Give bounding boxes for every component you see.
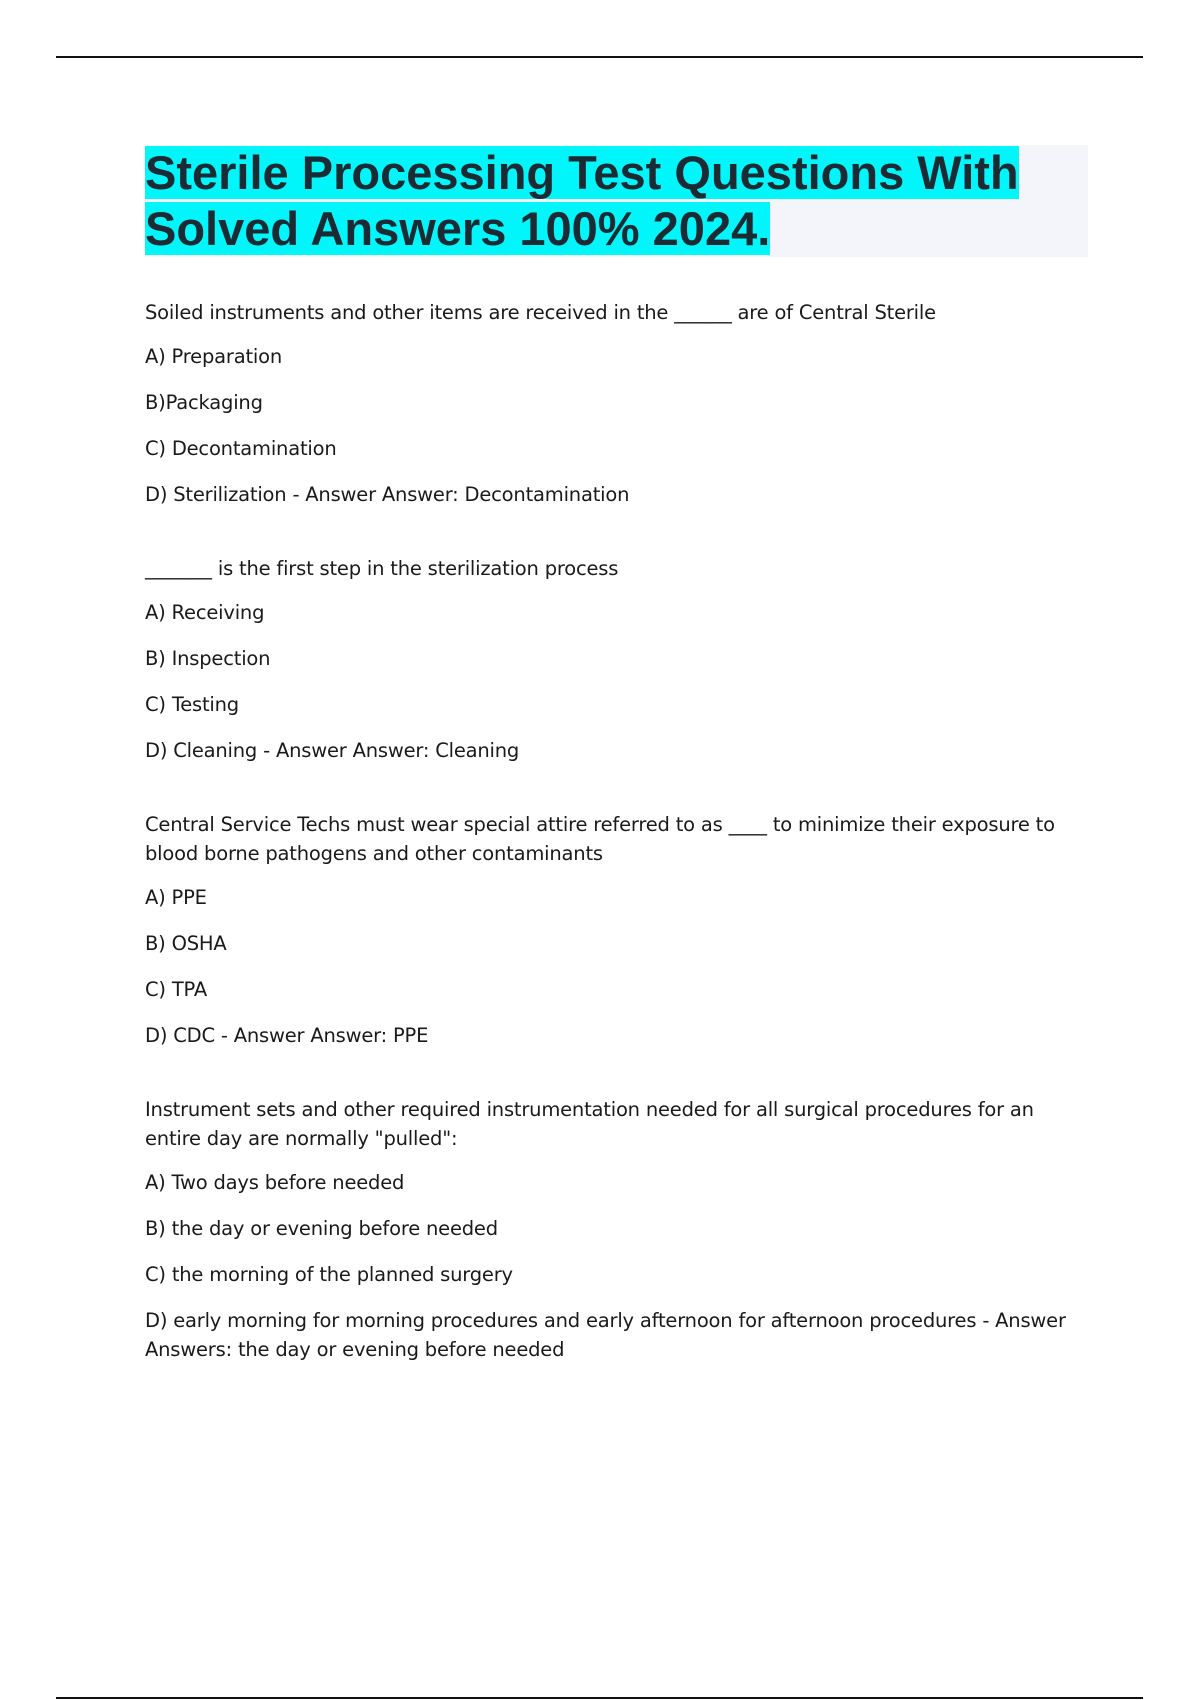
- question-4: [145, 1095, 1088, 1364]
- option-b: B)Packaging: [145, 391, 263, 414]
- question-list: [145, 298, 1088, 1409]
- option-d-with-answer: D) CDC - Answer Answer: PPE: [145, 1024, 429, 1047]
- option-d-with-answer: D) Sterilization - Answer Answer: Decontamination: [145, 483, 630, 506]
- question-text: Soiled instruments and other items are received in the ______ are of Central Sterile: [145, 301, 936, 324]
- option-c: C) Decontamination: [145, 437, 337, 460]
- option-a: A) Two days before needed: [145, 1171, 405, 1194]
- question-text: _______ is the first step in the sterilization process: [145, 557, 619, 580]
- question-text: Central Service Techs must wear special attire referred to as ____ to minimize their exposure to blood borne pathogens and other contaminants: [145, 813, 1055, 865]
- title-block: [145, 145, 1088, 257]
- question-2: [145, 554, 1088, 765]
- option-c: C) TPA: [145, 978, 207, 1001]
- option-c: C) Testing: [145, 693, 239, 716]
- footer-rule: [56, 1697, 1143, 1699]
- option-d-with-answer: D) Cleaning - Answer Answer: Cleaning: [145, 739, 520, 762]
- option-d-with-answer: D) early morning for morning procedures and early afternoon for afternoon procedures - Answer Answers: the day or evening before needed: [145, 1309, 1066, 1361]
- question-1: [145, 298, 1088, 509]
- document-title: Sterile Processing Test Questions With Solved Answers 100% 2024.: [145, 146, 1019, 255]
- question-text: Instrument sets and other required instrumentation needed for all surgical procedures for an entire day are normally "pulled":: [145, 1098, 1034, 1150]
- option-b: B) OSHA: [145, 932, 227, 955]
- option-a: A) PPE: [145, 886, 207, 909]
- option-a: A) Preparation: [145, 345, 282, 368]
- option-a: A) Receiving: [145, 601, 265, 624]
- question-3: [145, 810, 1088, 1050]
- option-b: B) the day or evening before needed: [145, 1217, 498, 1240]
- header-rule: [56, 56, 1143, 58]
- option-c: C) the morning of the planned surgery: [145, 1263, 513, 1286]
- option-b: B) Inspection: [145, 647, 271, 670]
